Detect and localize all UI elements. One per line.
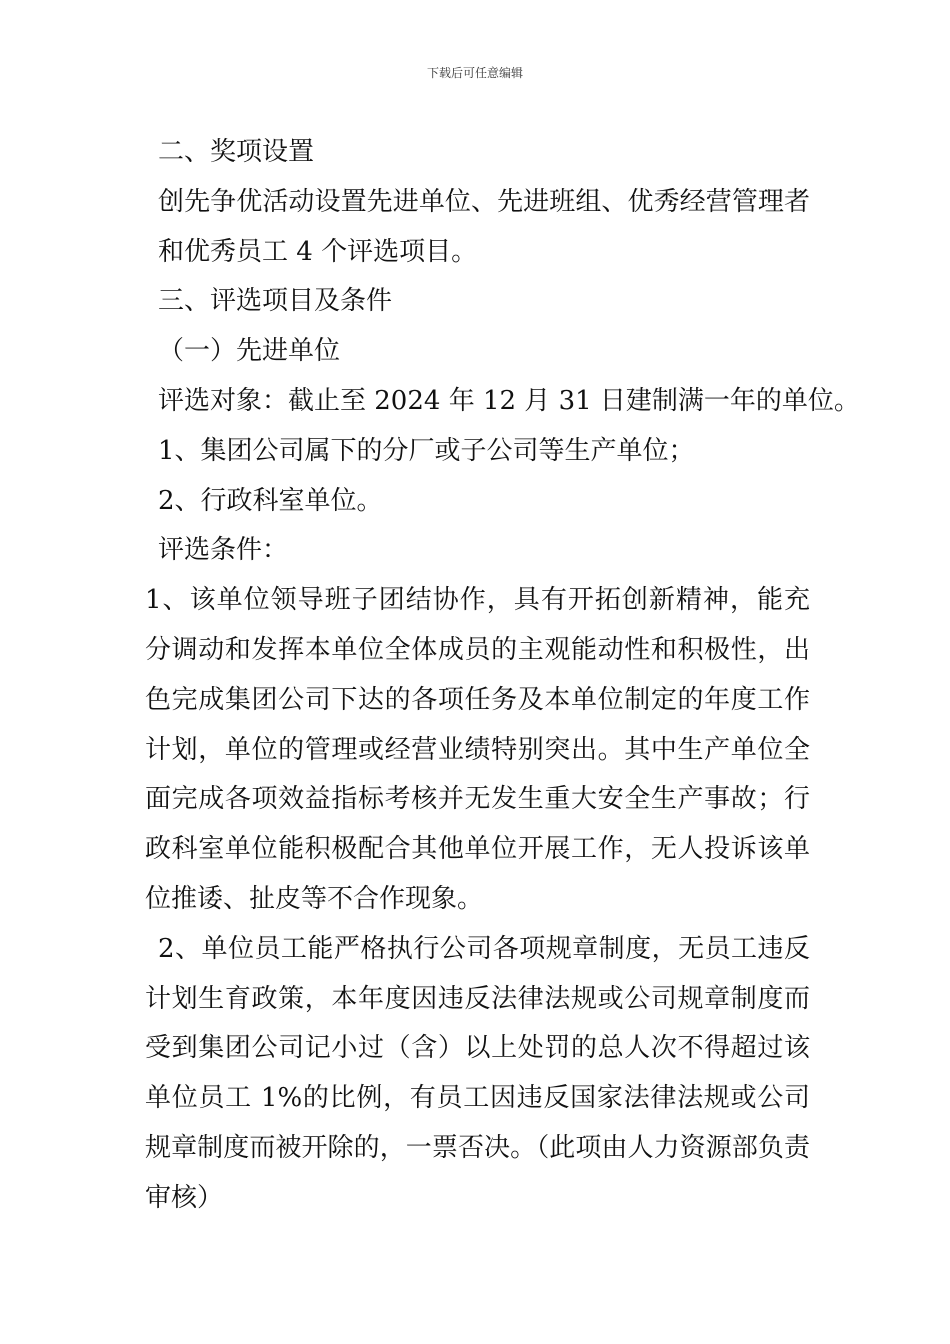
document-body	[145, 128, 860, 1224]
section-body-awards	[145, 178, 810, 278]
page-header: 下载后可任意编辑	[426, 66, 523, 80]
criteria-item-1: 1、该单位领导班子团结协作，具有开拓创新精神，能充分调动和发挥本单位全体成员的主观能动性和积极性，出色完成集团公司下达的各项任务及本单位制定的年度工作计划，单位的管理或经营业绩特别突出。其中生产单位全面完成各项效益指标考核并无发生重大安全生产事故；行政科室单位能积极配合其他单位开展工作，无人投诉该单位推诿、扯皮等不合作现象。	[145, 585, 810, 914]
target-item-1: 1、集团公司属下的分厂或子公司等生产单位；	[158, 435, 695, 466]
evaluation-target: 评选对象：截止至 2024 年 12 月 31 日建制满一年的单位。	[158, 385, 860, 416]
criteria-label: 评选条件：	[158, 535, 289, 566]
subsection-heading-advanced-unit: （一）先进单位	[158, 336, 341, 367]
criteria-item-2: 2、单位员工能严格执行公司各项规章制度，无员工违反计划生育政策，本年度因违反法律法规或公司规章制度而受到集团公司记小过（含）以上处罚的总人次不得超过该单位员工 1%的比例，有员工因违反国家法律法规或公司规章制度而被开除的，一票否决。（此项由人力资源部负责审核）	[145, 933, 810, 1213]
target-item-2: 2、行政科室单位。	[158, 485, 383, 516]
awards-text: 创先争优活动设置先进单位、先进班组、优秀经营管理者和优秀员工 4 个评选项目。	[158, 186, 810, 267]
section-heading-criteria: 三、评选项目及条件	[158, 286, 393, 317]
section-heading-awards: 二、奖项设置	[158, 137, 315, 167]
